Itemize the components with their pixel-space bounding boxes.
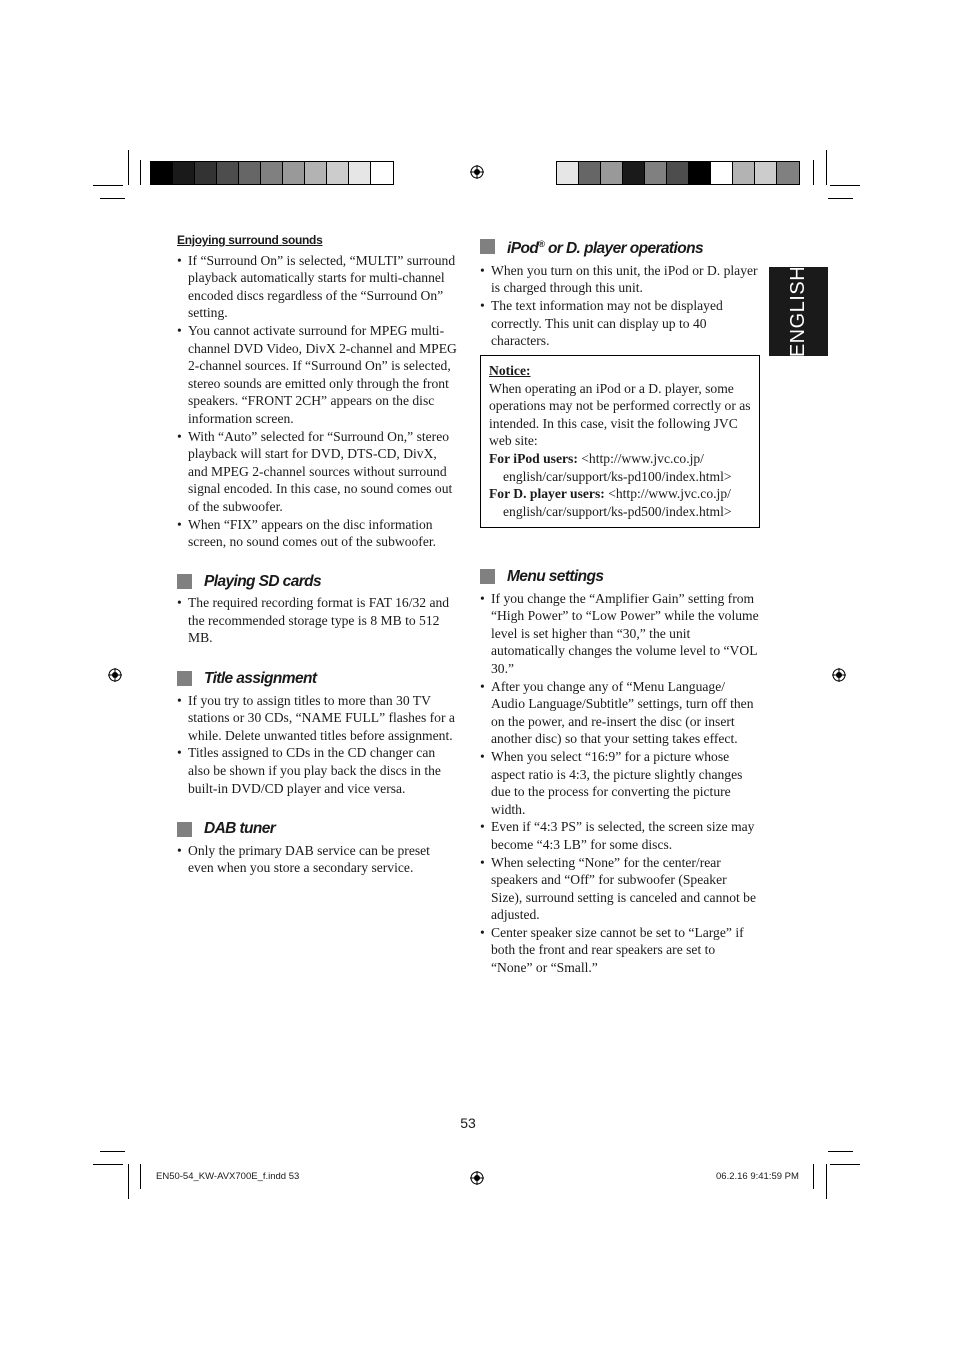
notice-dplayer-url: <http://www.jvc.co.jp/: [604, 486, 731, 502]
list-item: • The required recording format is FAT 16/32 and the recommended storage type is 8 MB to 512 MB.: [177, 594, 459, 647]
list-item: • If you change the “Amplifier Gain” setting from “High Power” to “Low Power” while the volume level is set higher than “30,” the unit automatically changes the volume level to “VOL 30.”: [480, 590, 760, 678]
title-heading-text: Title assignment: [204, 670, 317, 688]
menu-section-heading: [480, 568, 760, 586]
footer-file: EN50-54_KW-AVX700E_f.indd 53: [156, 1171, 300, 1182]
notice-body: When operating an iPod or a D. player, some operations may not be performed correctly or as intended. In this case, visit the following JVC web site:: [489, 380, 751, 449]
sd-list: [177, 594, 459, 647]
list-item: • With “Auto” selected for “Surround On,” stereo playback will start for DVD, DTS-CD, DivX, and MPEG 2-channel sources without surround signal encoded. In this case, no sound comes out of the subwoofer.: [177, 428, 459, 516]
list-item: • Center speaker size cannot be set to “Large” if both the front and rear speakers are set to “None” or “Small.”: [480, 924, 760, 977]
section-marker: [480, 569, 495, 584]
surround-heading: Enjoying surround sounds: [177, 233, 323, 247]
crop-mark: [826, 1164, 827, 1199]
list-item: • You cannot activate surround for MPEG multi-channel DVD Video, DivX 2-channel and MPEG 2-channel sources. If “Surround On” is selected, stereo sounds are emitted only through the front speakers. “FRONT 2CH” appears on the disc information screen.: [177, 322, 459, 428]
color-swatch: [239, 162, 261, 184]
list-item: • When you select “16:9” for a picture whose aspect ratio is 4:3, the picture slightly changes due to the process for converting the picture width.: [480, 748, 760, 818]
crop-mark: [828, 1151, 853, 1152]
color-swatch: [711, 162, 733, 184]
section-marker: [177, 671, 192, 686]
color-swatch: [305, 162, 327, 184]
crop-mark: [830, 185, 860, 186]
dab-heading-text: DAB tuner: [204, 820, 276, 838]
color-swatch: [283, 162, 305, 184]
color-swatch: [777, 162, 799, 184]
color-bar-right: [556, 161, 800, 185]
color-swatch: [371, 162, 393, 184]
ipod-heading-text: [507, 236, 703, 258]
list-item: • When selecting “None” for the center/rear speakers and “Off” for subwoofer (Speaker Size), surround setting is canceled and cannot be adjusted.: [480, 854, 760, 924]
notice-ipod-label: For iPod users:: [489, 450, 578, 466]
menu-heading-text: Menu settings: [507, 568, 604, 585]
list-item: • When you turn on this unit, the iPod or D. player is charged through this unit.: [480, 262, 760, 297]
crop-mark: [828, 198, 853, 199]
notice-dplayer-label: For D. player users:: [489, 486, 605, 502]
crop-mark: [100, 1151, 125, 1152]
crop-mark: [830, 1164, 860, 1165]
ipod-heading-part: iPod: [507, 240, 539, 258]
title-list: [177, 692, 459, 798]
color-swatch: [151, 162, 173, 184]
footer-date: 06.2.16 9:41:59 PM: [716, 1171, 799, 1182]
list-item: • Titles assigned to CDs in the CD changer can also be shown if you play back the discs in the built-in DVD/CD player and vice versa.: [177, 744, 459, 797]
notice-dplayer-line: [489, 485, 751, 503]
color-swatch: [645, 162, 667, 184]
crop-mark: [128, 150, 129, 185]
color-swatch: [689, 162, 711, 184]
language-tab-label: ENGLISH: [787, 265, 809, 358]
list-item: • Only the primary DAB service can be preset even when you store a secondary service.: [177, 842, 459, 877]
registration-mark-icon: [470, 165, 484, 179]
color-swatch: [327, 162, 349, 184]
color-swatch: [173, 162, 195, 184]
notice-ipod-url-cont: english/car/support/ks-pd100/index.html>: [503, 468, 732, 484]
sd-heading-text: Playing SD cards: [204, 572, 322, 590]
registration-mark-icon: [832, 668, 846, 682]
section-marker: [177, 822, 192, 837]
ipod-list: [480, 262, 760, 350]
dab-list: [177, 842, 459, 877]
color-swatch: [579, 162, 601, 184]
title-section-heading: [177, 670, 459, 688]
color-swatch: [755, 162, 777, 184]
menu-list: [480, 590, 760, 977]
list-item: • If “Surround On” is selected, “MULTI” surround playback automatically starts for multi-channel encoded discs regardless of the “Surround On” setting.: [177, 252, 459, 322]
color-bar-left: [150, 161, 394, 185]
registration-mark-icon: [470, 1171, 484, 1185]
color-swatch: [261, 162, 283, 184]
crop-mark: [100, 198, 125, 199]
registration-mark-icon: [108, 668, 122, 682]
crop-mark: [93, 185, 123, 186]
crop-mark: [140, 1164, 141, 1189]
crop-mark: [128, 1164, 129, 1199]
menu-section: [480, 568, 760, 977]
color-swatch: [557, 162, 579, 184]
list-item: • When “FIX” appears on the disc information screen, no sound comes out of the subwoofer.: [177, 516, 459, 551]
notice-box: [480, 355, 760, 528]
crop-mark: [813, 1164, 814, 1189]
ipod-heading-part: or D. player operations: [544, 240, 703, 258]
crop-mark: [140, 160, 141, 185]
color-swatch: [601, 162, 623, 184]
dab-section-heading: [177, 820, 459, 838]
section-marker: [480, 239, 495, 254]
ipod-section: [480, 236, 760, 350]
language-tab: [769, 267, 828, 356]
notice-dplayer-url-cont: english/car/support/ks-pd500/index.html>: [503, 503, 732, 519]
crop-mark: [93, 1164, 123, 1165]
section-marker: [177, 574, 192, 589]
color-swatch: [217, 162, 239, 184]
color-swatch: [623, 162, 645, 184]
color-swatch: [349, 162, 371, 184]
left-column: [177, 232, 459, 877]
registered-mark: ®: [538, 239, 545, 249]
crop-mark: [826, 150, 827, 185]
surround-list: [177, 252, 459, 551]
list-item: • After you change any of “Menu Language/ Audio Language/Subtitle” settings, turn off then on the power, and re-insert the disc (or insert another disc) so that your setting takes effect.: [480, 678, 760, 748]
crop-mark: [813, 160, 814, 185]
page-number: 53: [460, 1115, 476, 1131]
notice-heading: Notice:: [489, 363, 531, 378]
color-swatch: [667, 162, 689, 184]
list-item: • The text information may not be displayed correctly. This unit can display up to 40 characters.: [480, 297, 760, 350]
sd-section-heading: [177, 573, 459, 591]
notice-ipod-line: [489, 450, 751, 468]
color-swatch: [195, 162, 217, 184]
notice-ipod-url: <http://www.jvc.co.jp/: [577, 450, 704, 466]
color-swatch: [733, 162, 755, 184]
list-item: • Even if “4:3 PS” is selected, the screen size may become “4:3 LB” for some discs.: [480, 818, 760, 853]
ipod-section-heading: [480, 236, 760, 258]
list-item: • If you try to assign titles to more than 30 TV stations or 30 CDs, “NAME FULL” flashes for a while. Delete unwanted titles before assignment.: [177, 692, 459, 745]
